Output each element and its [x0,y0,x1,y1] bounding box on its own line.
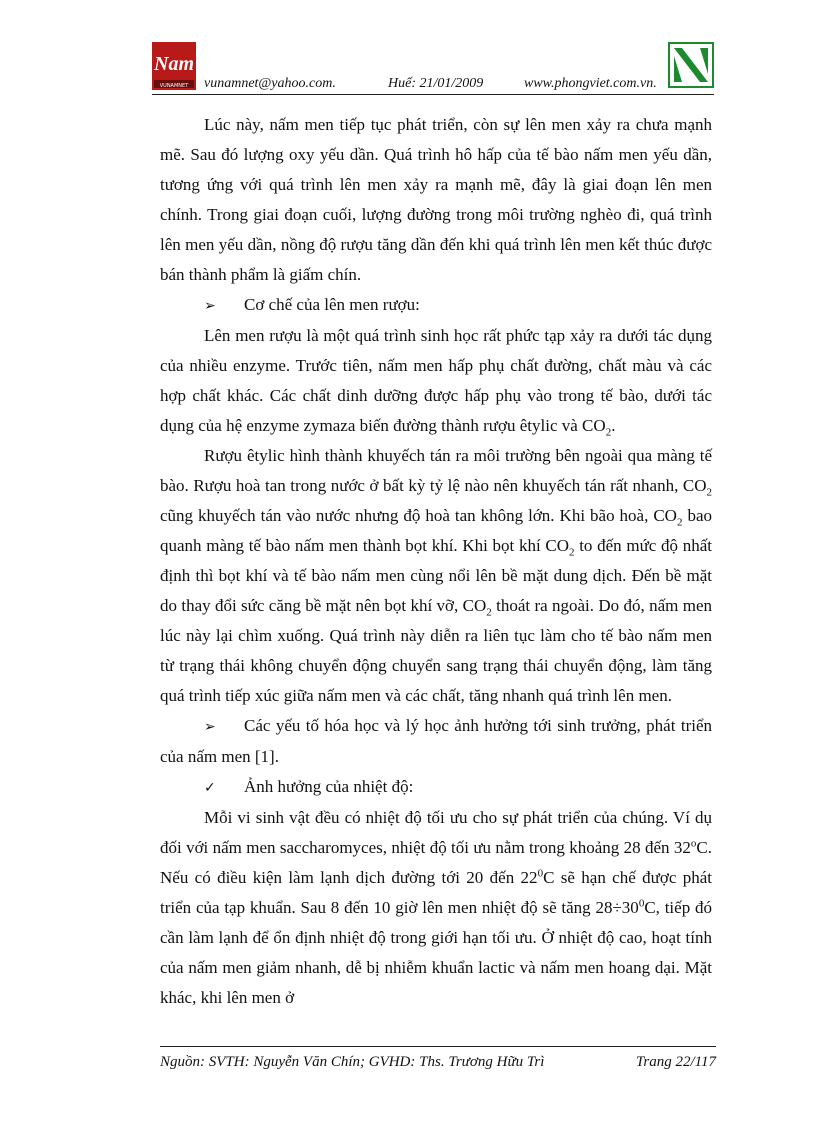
paragraph-fermentation-phases: Lúc này, nấm men tiếp tục phát triển, còn sự lên men xảy ra chưa mạnh mẽ. Sau đó lượng oxy yếu dần. Quá trình hô hấp của tế bào nấm men yếu dần, tương ứng với quá trình lên men xảy ra mạnh mẽ, đây là giai đoạn lên men chính. Trong giai đoạn cuối, lượng đường trong môi trường nghèo đi, quá trình lên men yếu dần, nồng độ rượu tăng dần đến khi quá trình lên men kết thúc được bán thành phẩm là giấm chín. [160,115,712,284]
vunamnet-logo [152,42,196,90]
bullet-mechanism [160,290,712,321]
paragraph-mechanism: Lên men rượu là một quá trình sinh học rất phức tạp xảy ra dưới tác dụng của nhiều enzyme. Trước tiên, nấm men hấp phụ chất đường, chất màu và các hợp chất khác. Các chất dinh dưỡng được hấp phụ vào trong tế bào, dưới tác dụng của hệ enzyme zymaza biến đường thành rượu êtylic và $CO_2$. [160,326,712,439]
document-body [160,110,712,1013]
check-temperature [160,772,712,803]
footer-source: Nguồn: SVTH: Nguyễn Văn Chín; GVHD: Ths. Trương Hữu Trì [160,1054,545,1070]
phongviet-logo [668,42,714,88]
arrow-bullet-icon: ➢ [204,719,216,735]
bullet-factors-text: Các yếu tố hóa học và lý học ảnh hưởng tới sinh trưởng, phát triển của nấm men [1]. [160,716,712,766]
page-header [152,42,714,96]
page-footer [160,1046,716,1086]
check-temperature-text: Ảnh hưởng của nhiệt độ: [244,777,414,796]
page-number: Trang 22/117 [635,1054,716,1070]
bullet-mechanism-text: Cơ chế của lên men rượu: [244,295,420,314]
check-icon: ✓ [204,780,216,796]
header-divider [152,94,714,95]
logo-text: Nam [154,53,194,75]
logo-subtext: VUNAMNET [159,83,189,89]
paragraph-temperature: Mỗi vi sinh vật đều có nhiệt độ tối ưu cho sự phát triển của chúng. Ví dụ đối với nấm men saccharomyces, nhiệt độ tối ưu nằm trong khoảng 28 đến 32$^o$C. Nếu có điều kiện làm lạnh dịch đường tới 20 đến $22^0C$ sẽ hạn chế được phát triển của tạp khuẩn. Sau 8 đến 10 giờ lên men nhiệt độ sẽ tăng $28\div 30^0C$, tiếp đó cần làm lạnh để ổn định nhiệt độ trong giới hạn tối ưu. Ở nhiệt độ cao, hoạt tính của nấm men giảm nhanh, dễ bị nhiễm khuẩn lactic và nấm men hoang dại. Mặt khác, khi lên men ở [160,808,713,1007]
paragraph-ethanol-diffusion: Rượu êtylic hình thành khuyếch tán ra môi trường bên ngoài qua màng tế bào. Rượu hoà tan trong nước ở bất kỳ tỷ lệ nào nên khuyếch tán rất nhanh, $CO_2$ cũng khuyếch tán vào nước nhưng độ hoà tan không lớn. Khi bão hoà, $CO_2$ bao quanh màng tế bào nấm men thành bọt khí. Khi bọt khí $CO_2$ to đến mức độ nhất định thì bọt khí và tế bào nấm men cùng nổi lên bề mặt dung dịch. Đến bề mặt do thay đổi sức căng bề mặt nên bọt khí vỡ, $CO_2$ thoát ra ngoài. Do đó, nấm men lúc này lại chìm xuống. Quá trình này diễn ra liên tục làm cho tế bào nấm men từ trạng thái không chuyển động chuyển sang trạng thái chuyển động, làm tăng quá trình tiếp xúc giữa nấm men và các chất, tăng nhanh quá trình lên men. [160,446,713,705]
arrow-bullet-icon: ➢ [204,298,216,314]
header-website: www.phongviet.com.vn. [524,76,657,91]
bullet-factors [160,711,712,772]
header-email: vunamnet@yahoo.com. [204,76,336,91]
footer-divider [160,1046,716,1047]
header-date: Huế: 21/01/2009 [388,76,484,91]
